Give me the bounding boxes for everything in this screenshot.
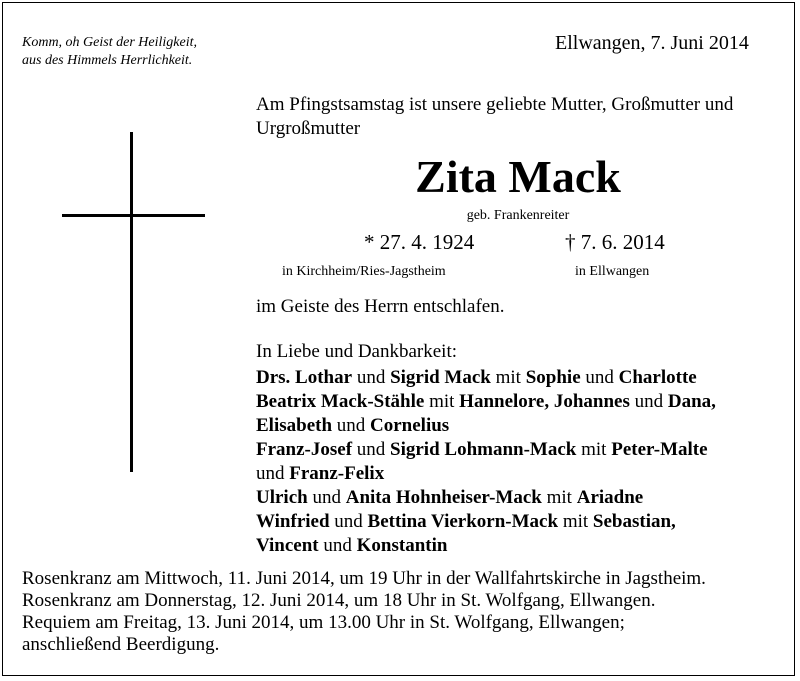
mourner-name: Sebastian,: [592, 511, 676, 532]
service-line-3: Requiem am Freitag, 13. Juni 2014, um 13.00 Uhr in St. Wolfgang, Ellwangen;: [22, 612, 625, 633]
mourner-name: Anita Hohnheiser-Mack: [345, 487, 542, 508]
mourner-name: Charlotte: [618, 367, 697, 388]
service-schedule: [22, 568, 706, 656]
service-line-4: anschließend Beerdigung.: [22, 634, 220, 655]
mourner-connector: und: [332, 415, 371, 436]
mourner-line: [256, 438, 716, 462]
mourner-line: [256, 366, 716, 390]
mourner-connector: und: [307, 487, 346, 508]
mourner-line: [256, 462, 716, 486]
mourner-connector: und: [352, 367, 391, 388]
mourner-line: [256, 510, 716, 534]
mourner-name: Elisabeth: [256, 415, 333, 436]
mourner-connector: mit: [541, 487, 577, 508]
mourner-line: [256, 486, 716, 510]
mourner-name: Vincent: [256, 535, 319, 556]
mourner-name: Sigrid Lohmann-Mack: [390, 439, 577, 460]
thanks-heading: In Liebe und Dankbarkeit:: [256, 341, 458, 362]
mourner-name: Franz-Josef: [256, 439, 353, 460]
mourner-line: [256, 534, 716, 558]
service-line-1: Rosenkranz am Mittwoch, 11. Juni 2014, um 19 Uhr in der Wallfahrtskirche in Jagstheim.: [22, 568, 706, 589]
mourners-list: [256, 366, 716, 558]
intro-line-1: Am Pfingstsamstag ist unsere geliebte Mutter, Großmutter und: [256, 94, 734, 115]
mourner-name: Cornelius: [370, 415, 450, 436]
mourner-name: Peter-Malte: [611, 439, 708, 460]
deceased-name-container: [268, 150, 768, 203]
mourner-name: Dana,: [667, 391, 716, 412]
deceased-name: Zita Mack: [415, 151, 621, 202]
motto: [22, 34, 197, 70]
mourner-connector: mit: [576, 439, 612, 460]
cross-icon: [62, 132, 205, 472]
motto-line-2: aus des Himmels Herrlichkeit.: [22, 53, 193, 68]
mourner-name: Beatrix Mack-Stähle: [256, 391, 425, 412]
death-place: in Ellwangen: [575, 264, 650, 279]
mourner-connector: mit: [424, 391, 460, 412]
intro-line-2: Urgroßmutter: [256, 118, 361, 139]
mourner-name: Drs. Lothar: [256, 367, 353, 388]
mourner-name: Sophie: [525, 367, 581, 388]
mourner-name: Ariadne: [576, 487, 644, 508]
passed-text: im Geiste des Herrn entschlafen.: [256, 296, 505, 317]
mourner-name: Hannelore, Johannes: [459, 391, 630, 412]
mourner-connector: mit: [490, 367, 526, 388]
mourner-line: [256, 390, 716, 414]
mourner-line: [256, 414, 716, 438]
mourner-connector: und: [580, 367, 619, 388]
intro-text: [256, 93, 733, 141]
mourner-name: Winfried: [256, 511, 330, 532]
motto-line-1: Komm, oh Geist der Heiligkeit,: [22, 35, 197, 50]
born-name: geb. Frankenreiter: [466, 208, 570, 223]
mourner-connector: mit: [558, 511, 593, 532]
mourner-connector: und: [256, 463, 290, 484]
mourner-name: Franz-Felix: [289, 463, 385, 484]
mourner-connector: und: [318, 535, 357, 556]
service-line-2: Rosenkranz am Donnerstag, 12. Juni 2014, um 18 Uhr in St. Wolfgang, Ellwangen.: [22, 590, 656, 611]
place-date: Ellwangen, 7. Juni 2014: [555, 32, 749, 54]
mourner-name: Sigrid Mack: [390, 367, 491, 388]
mourner-name: Ulrich: [256, 487, 308, 508]
death-date: † 7. 6. 2014: [565, 230, 665, 254]
birth-date: * 27. 4. 1924: [364, 230, 475, 254]
mourner-connector: und: [352, 439, 391, 460]
mourner-connector: und: [329, 511, 368, 532]
birth-place: in Kirchheim/Ries-Jagstheim: [282, 264, 446, 279]
mourner-name: Bettina Vierkorn-Mack: [367, 511, 559, 532]
mourner-name: Konstantin: [356, 535, 448, 556]
mourner-connector: und: [629, 391, 668, 412]
